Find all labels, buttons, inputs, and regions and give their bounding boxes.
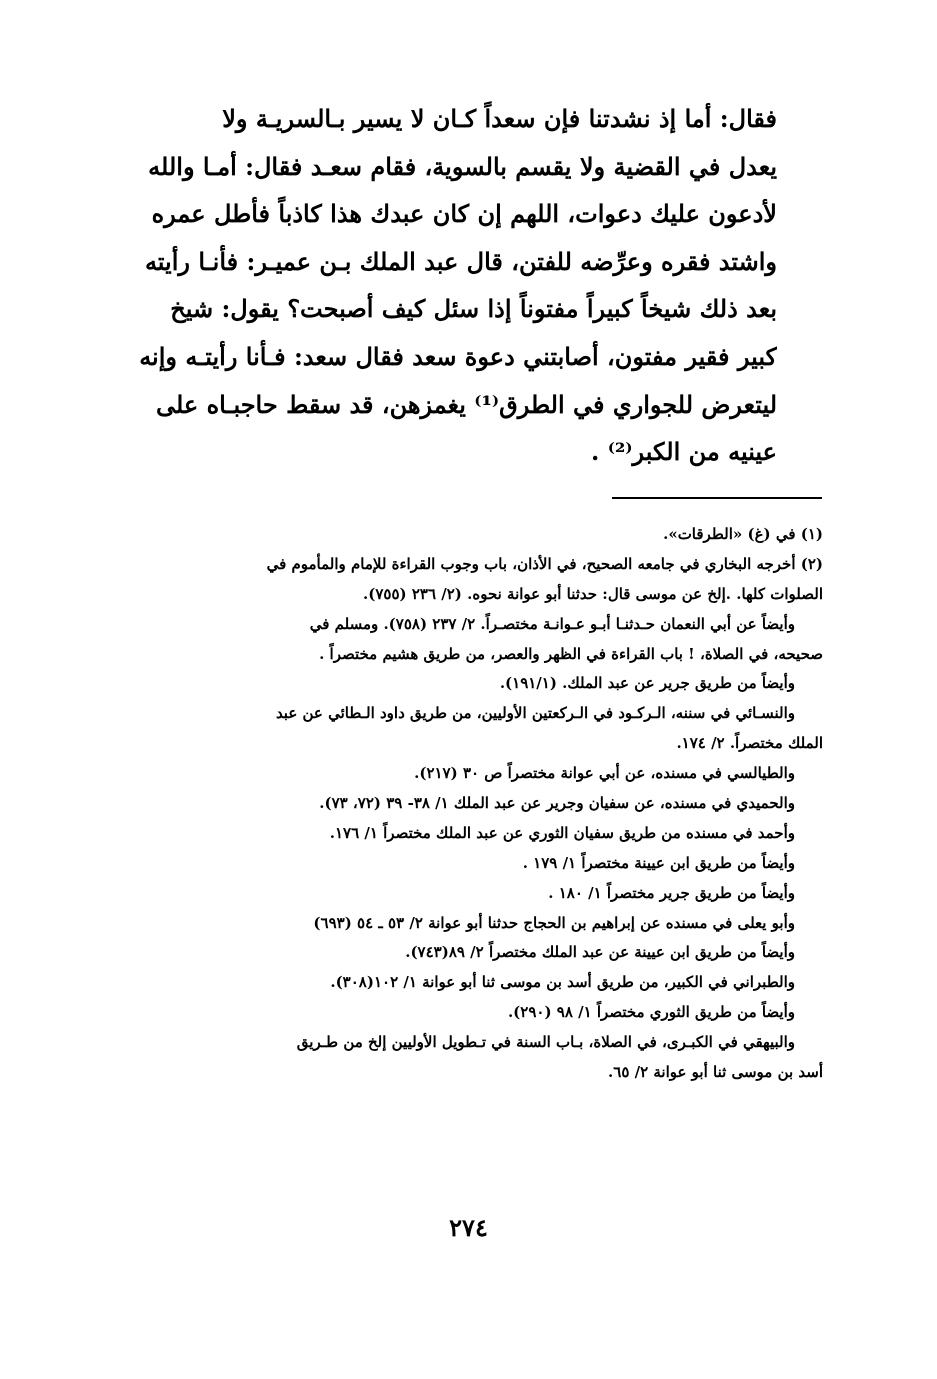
footnote-line: والبيهقي في الكبـرى، في الصلاة، بـاب السنة في تـطويل الأوليين إلخ من طـريق [296,1033,795,1052]
page-number: ٢٧٤ [449,1213,488,1242]
footnote-line: وأيضاً من طريق ابن عيينة عن عبد الملك مختصراً ٢/ ٨٩(٧٤٣). [405,943,795,962]
main-text-line: واشتد فقره وعرِّضه للفتن، قال عبد الملك بـن عميـر: فأنـا رأيته [144,246,777,276]
footnote-line: وأحمد في مسنده من طريق سفيان الثوري عن عبد الملك مختصراً ١/ ١٧٦. [329,823,795,842]
footnote-line: أسد بن موسى ثنا أبو عوانة ٢/ ٦٥. [608,1063,823,1082]
footnote-line: وأبو يعلى في مسنده عن إبراهيم بن الحجاج حدثنا أبو عوانة ٢/ ٥٣ ـ ٥٤ (٦٩٣) [313,913,795,932]
main-text [122,95,777,476]
footnote-line: الملك مختصراً. ٢/ ١٧٤. [676,734,823,753]
main-text-line: فقال: أما إذ نشدتنا فإن سعداً كـان لا يسير بـالسريـة ولا [222,104,777,133]
main-text-line: لأدعون عليك دعوات، اللهم إن كان عبدك هذا كاذباً فأطل عمره [151,199,777,229]
footnote-line: وأيضاً عن أبي النعمان حـدثنـا أبـو عـوانـة مختصـراً. ٢/ ٢٣٧ (٧٥٨). ومسلم في [309,614,795,633]
footnote-line: (١) في (غ) «الطرقات». [663,525,823,543]
footnote-line: وأيضاً من طريق جرير مختصراً ١/ ١٨٠ . [548,883,795,902]
footnote-line: والطيالسي في مسنده، عن أبي عوانة مختصراً ص ٣٠ (٢١٧). [414,764,795,783]
main-text-line: يعدل في القضية ولا يقسم بالسوية، فقام سعـد فقال: أمـا والله [148,151,777,181]
footnote-line: وأيضاً من طريق جرير عن عبد الملك. (١٩١/١). [499,674,795,693]
footnote-line: الصلوات كلها. .إلخ عن موسى قال: حدثنا أبو عوانة نحوه. (٢/ ٢٣٦ (٧٥٥). [363,584,823,603]
main-text-line: عينيه من الكبر⁽²⁾ . [591,437,777,467]
footnote-line: والطبراني في الكبير، من طريق أسد بن موسى ثنا أبو عوانة ١/ ١٠٢(٣٠٨). [330,973,795,992]
footnote-line: (٢) أخرجه البخاري في جامعه الصحيح، في الأذان، باب وجوب القراءة للإمام والمأموم في [266,554,823,573]
footnote-line: وأيضاً من طريق ابن عيينة مختصراً ١/ ١٧٩ . [522,853,795,872]
main-text-line: بعد ذلك شيخاً كبيراً مفتوناً إذا سئل كيف أصبحت؟ يقول: شيخ [170,294,777,324]
footnote-line: والحميدي في مسنده، عن سفيان وجرير عن عبد الملك ١/ ٣٨- ٣٩ (٧٢، ٧٣). [319,794,795,813]
footnote-separator [612,497,822,499]
footnote-line: صحيحه، في الصلاة، ! باب القراءة في الظهر والعصر، من طريق هشيم مختصراً . [319,644,823,663]
main-text-line: كبير فقير مفتون، أصابتني دعوة سعد فقال سعد: فـأنا رأيتـه وإنه [139,341,777,371]
footnotes [118,520,823,1088]
main-text-line: ليتعرض للجواري في الطرق⁽¹⁾ يغمزهن، قد سقط حاجبـاه على [155,389,777,419]
footnote-line: والنسـائي في سننه، الـركـود في الـركعتين الأوليين، من طريق داود الـطائي عن عبد [275,704,795,723]
footnote-line: وأيضاً من طريق الثوري مختصراً ١/ ٩٨ (٢٩٠). [507,1003,795,1022]
